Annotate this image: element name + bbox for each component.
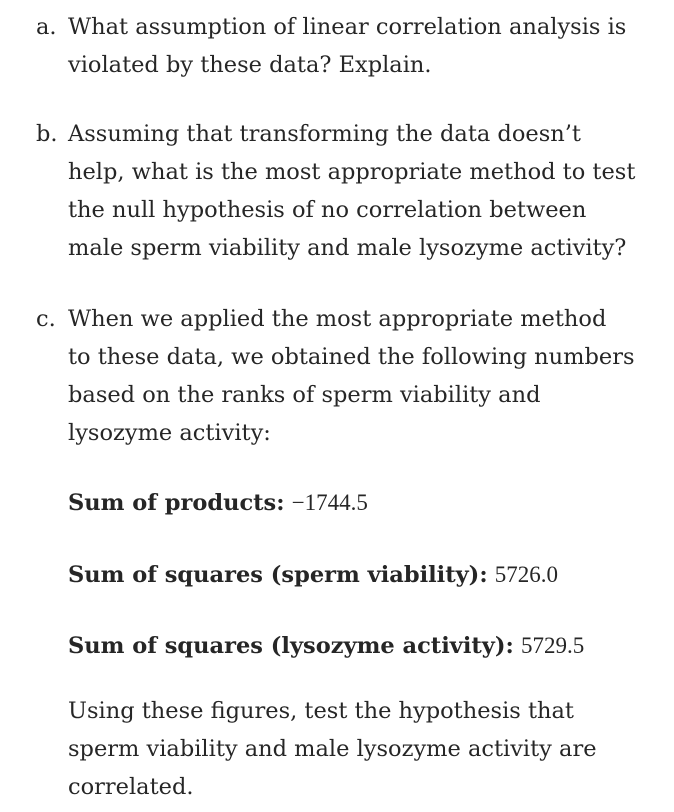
stat-sum-of-products	[68, 484, 368, 522]
stat-label: Sum of squares (sperm viability):	[68, 562, 488, 588]
closing-line: Using these figures, test the hypothesis that	[68, 698, 574, 724]
question-c-line: lysozyme activity:	[68, 420, 271, 446]
question-b-line: help, what is the most appropriate method to test	[68, 159, 636, 185]
question-b-line: male sperm viability and male lysozyme activity?	[68, 235, 627, 261]
question-c-line: to these data, we obtained the following numbers	[68, 344, 635, 370]
question-c-text	[68, 300, 656, 452]
question-b	[36, 115, 656, 267]
stat-label: Sum of squares (lysozyme activity):	[68, 633, 514, 659]
question-c-line: When we applied the most appropriate method	[68, 306, 607, 332]
question-b-text	[68, 115, 656, 267]
question-c-line: based on the ranks of sperm viability and	[68, 382, 541, 408]
closing-instruction	[68, 692, 597, 806]
stat-label: Sum of products:	[68, 490, 285, 516]
question-b-marker: b.	[36, 121, 58, 147]
question-c	[36, 300, 656, 452]
question-a	[36, 8, 656, 84]
question-c-marker: c.	[36, 306, 56, 332]
stat-sum-of-squares-lysozyme-activity	[68, 627, 584, 665]
stat-sum-of-squares-sperm-viability	[68, 556, 558, 594]
stat-value: 5726.0	[494, 562, 559, 587]
question-a-marker: a.	[36, 14, 57, 40]
stat-value: 5729.5	[520, 633, 585, 658]
question-b-line: Assuming that transforming the data doesn’t	[68, 121, 581, 147]
question-a-line: violated by these data? Explain.	[68, 52, 432, 78]
closing-line: correlated.	[68, 774, 194, 800]
question-b-line: the null hypothesis of no correlation between	[68, 197, 587, 223]
question-a-text	[68, 8, 656, 84]
closing-line: sperm viability and male lysozyme activity are	[68, 736, 597, 762]
question-a-line: What assumption of linear correlation analysis is	[68, 14, 627, 40]
stat-value: −1744.5	[291, 490, 368, 515]
